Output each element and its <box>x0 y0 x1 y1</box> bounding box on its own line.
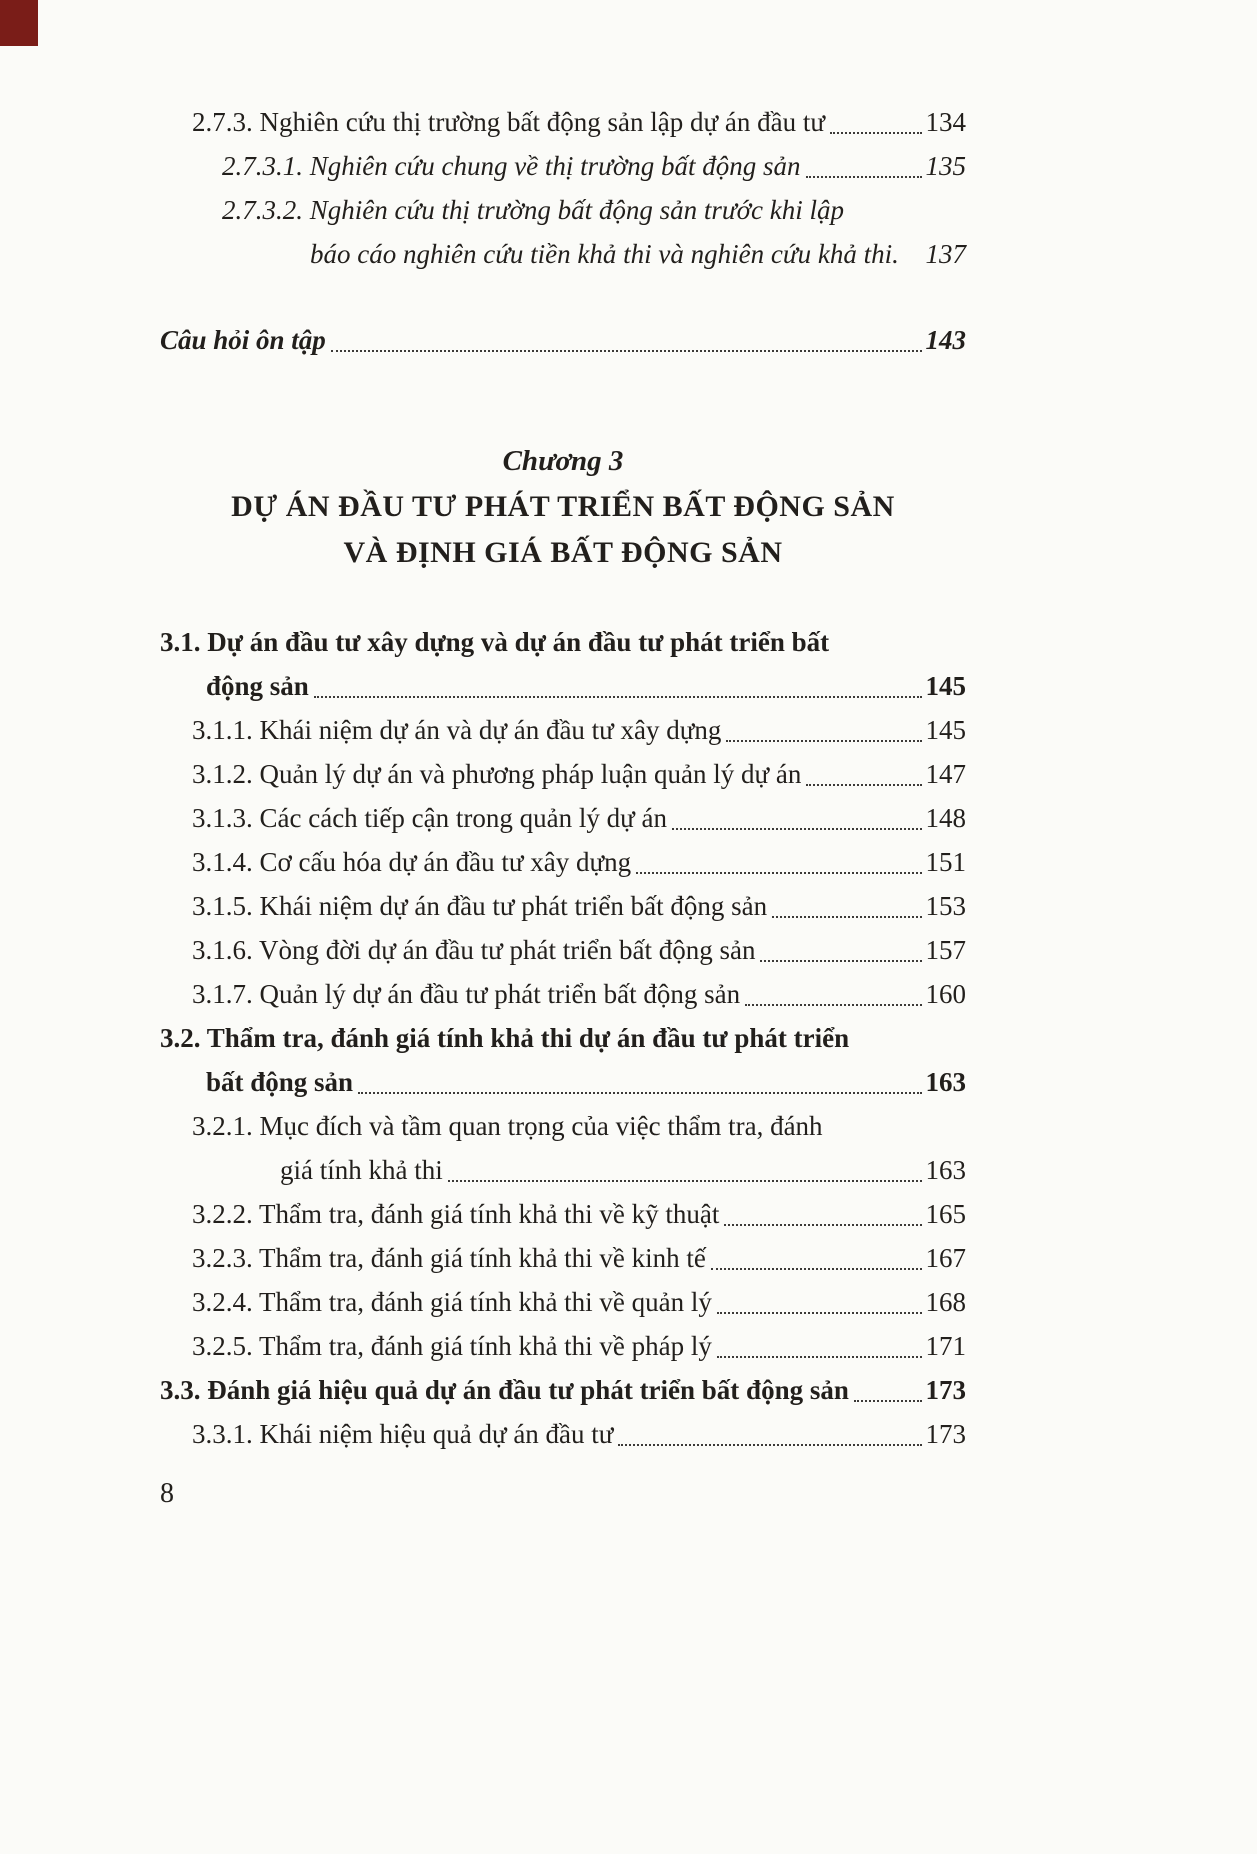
toc-entry <box>160 1280 966 1324</box>
toc-entry <box>160 1016 966 1060</box>
entry-text: 3.3.1. Khái niệm hiệu quả dự án đầu tư <box>192 1419 614 1449</box>
toc-entry <box>160 1412 966 1456</box>
toc-entry <box>160 884 966 928</box>
entry-text: 3.1.5. Khái niệm dự án đầu tư phát triển bất động sản <box>192 891 768 921</box>
entry-text: 3.3. Đánh giá hiệu quả dự án đầu tư phát triển bất động sản <box>160 1375 849 1405</box>
entry-page-number: 173 <box>925 1419 966 1449</box>
entry-page-number: 160 <box>925 979 966 1009</box>
entry-page-number: 153 <box>925 891 966 921</box>
entry-text: 3.1.6. Vòng đời dự án đầu tư phát triển bất động sản <box>192 935 756 965</box>
dot-leader <box>806 176 922 178</box>
entry-page-number: 135 <box>925 151 966 181</box>
dot-leader <box>717 1312 922 1314</box>
toc-entry <box>160 1236 966 1280</box>
toc-entry <box>160 318 966 362</box>
dot-leader <box>331 350 922 352</box>
toc-entry <box>160 100 966 144</box>
dot-leader <box>448 1180 922 1182</box>
dot-leader <box>726 740 921 742</box>
entry-page-number: 145 <box>925 715 966 745</box>
entry-text: 2.7.3. Nghiên cứu thị trường bất động sản lập dự án đầu tư <box>192 107 825 137</box>
dot-leader <box>830 132 922 134</box>
vertical-spacer <box>160 276 966 318</box>
entry-page-number: 148 <box>925 803 966 833</box>
dot-leader <box>806 784 921 786</box>
entry-page-number: 137 <box>925 239 966 269</box>
entry-text: 2.7.3.2. Nghiên cứu thị trường bất động sản trước khi lập <box>222 195 844 225</box>
toc-entry <box>160 1148 966 1192</box>
entry-text: 3.2.1. Mục đích và tầm quan trọng của việc thẩm tra, đánh <box>192 1111 823 1141</box>
entry-text: bất động sản <box>206 1067 354 1097</box>
entry-text: 3.1.7. Quản lý dự án đầu tư phát triển bất động sản <box>192 979 741 1009</box>
entry-text: 2.7.3.1. Nghiên cứu chung về thị trường bất động sản <box>222 151 801 181</box>
entry-text: 3.2.3. Thẩm tra, đánh giá tính khả thi về kinh tế <box>192 1243 706 1273</box>
entry-text: 3.1.2. Quản lý dự án và phương pháp luận quản lý dự án <box>192 759 802 789</box>
entry-text: 3.1.4. Cơ cấu hóa dự án đầu tư xây dựng <box>192 847 632 877</box>
vertical-spacer <box>160 576 966 620</box>
toc-entry <box>160 1060 966 1104</box>
toc-entry <box>160 840 966 884</box>
entry-text: DỰ ÁN ĐẦU TƯ PHÁT TRIỂN BẤT ĐỘNG SẢN <box>231 490 895 523</box>
chapter-label <box>160 438 966 484</box>
vertical-spacer <box>160 362 966 438</box>
entry-text: Câu hỏi ôn tập <box>160 325 326 355</box>
entry-text: 3.2.4. Thẩm tra, đánh giá tính khả thi về quản lý <box>192 1287 712 1317</box>
entry-text: 3.1.3. Các cách tiếp cận trong quản lý dự án <box>192 803 667 833</box>
toc-entry <box>160 188 966 232</box>
dot-leader <box>724 1224 921 1226</box>
entry-text: giá tính khả thi <box>280 1155 443 1185</box>
dot-leader <box>711 1268 922 1270</box>
entry-text: 3.1.1. Khái niệm dự án và dự án đầu tư xây dựng <box>192 715 722 745</box>
toc-entry <box>160 972 966 1016</box>
dot-leader <box>760 960 921 962</box>
dot-leader <box>636 872 921 874</box>
entry-page-number: 171 <box>925 1331 966 1361</box>
toc-entry <box>160 620 966 664</box>
entry-page-number: 147 <box>925 759 966 789</box>
entry-text: động sản <box>206 671 309 701</box>
entry-page-number: 163 <box>925 1155 966 1185</box>
entry-text: 3.2.2. Thẩm tra, đánh giá tính khả thi về kỹ thuật <box>192 1199 720 1229</box>
toc-entry <box>160 232 966 276</box>
entry-text: 3.2.5. Thẩm tra, đánh giá tính khả thi về pháp lý <box>192 1331 712 1361</box>
entry-page-number: 165 <box>925 1199 966 1229</box>
dot-leader <box>314 696 922 698</box>
entry-page-number: 134 <box>925 107 966 137</box>
entry-page-number: 168 <box>925 1287 966 1317</box>
toc-entry <box>160 1104 966 1148</box>
entry-page-number: 151 <box>925 847 966 877</box>
entry-page-number: 163 <box>925 1067 966 1097</box>
entry-page-number: 145 <box>925 671 966 701</box>
toc-entry <box>160 1324 966 1368</box>
toc-entry <box>160 928 966 972</box>
dot-leader <box>772 916 921 918</box>
entry-page-number: 167 <box>925 1243 966 1273</box>
dot-leader <box>358 1092 921 1094</box>
entry-text: VÀ ĐỊNH GIÁ BẤT ĐỘNG SẢN <box>343 536 783 569</box>
dot-leader <box>854 1400 922 1402</box>
entry-page-number: 173 <box>925 1375 966 1405</box>
toc-entry <box>160 1192 966 1236</box>
toc-entry <box>160 796 966 840</box>
entry-text: báo cáo nghiên cứu tiền khả thi và nghiên cứu khả thi. <box>310 239 899 269</box>
chapter-title-line-2 <box>160 530 966 576</box>
toc-entry <box>160 708 966 752</box>
entry-text: 3.2. Thẩm tra, đánh giá tính khả thi dự án đầu tư phát triển <box>160 1023 850 1053</box>
entry-text: Chương 3 <box>502 445 624 477</box>
entry-page-number: 143 <box>925 325 966 355</box>
toc-list <box>160 100 966 1456</box>
dot-leader <box>717 1356 922 1358</box>
toc-entry <box>160 1368 966 1412</box>
toc-entry <box>160 752 966 796</box>
dot-leader <box>618 1444 921 1446</box>
page-number: 8 <box>160 1478 174 1509</box>
chapter-title-line-1 <box>160 484 966 530</box>
toc-entry <box>160 144 966 188</box>
page-corner-mark <box>0 0 38 46</box>
dot-leader <box>672 828 922 830</box>
entry-text: 3.1. Dự án đầu tư xây dựng và dự án đầu tư phát triển bất <box>160 627 830 657</box>
dot-leader <box>745 1004 921 1006</box>
entry-page-number: 157 <box>925 935 966 965</box>
toc-entry <box>160 664 966 708</box>
table-of-contents <box>160 100 966 1516</box>
